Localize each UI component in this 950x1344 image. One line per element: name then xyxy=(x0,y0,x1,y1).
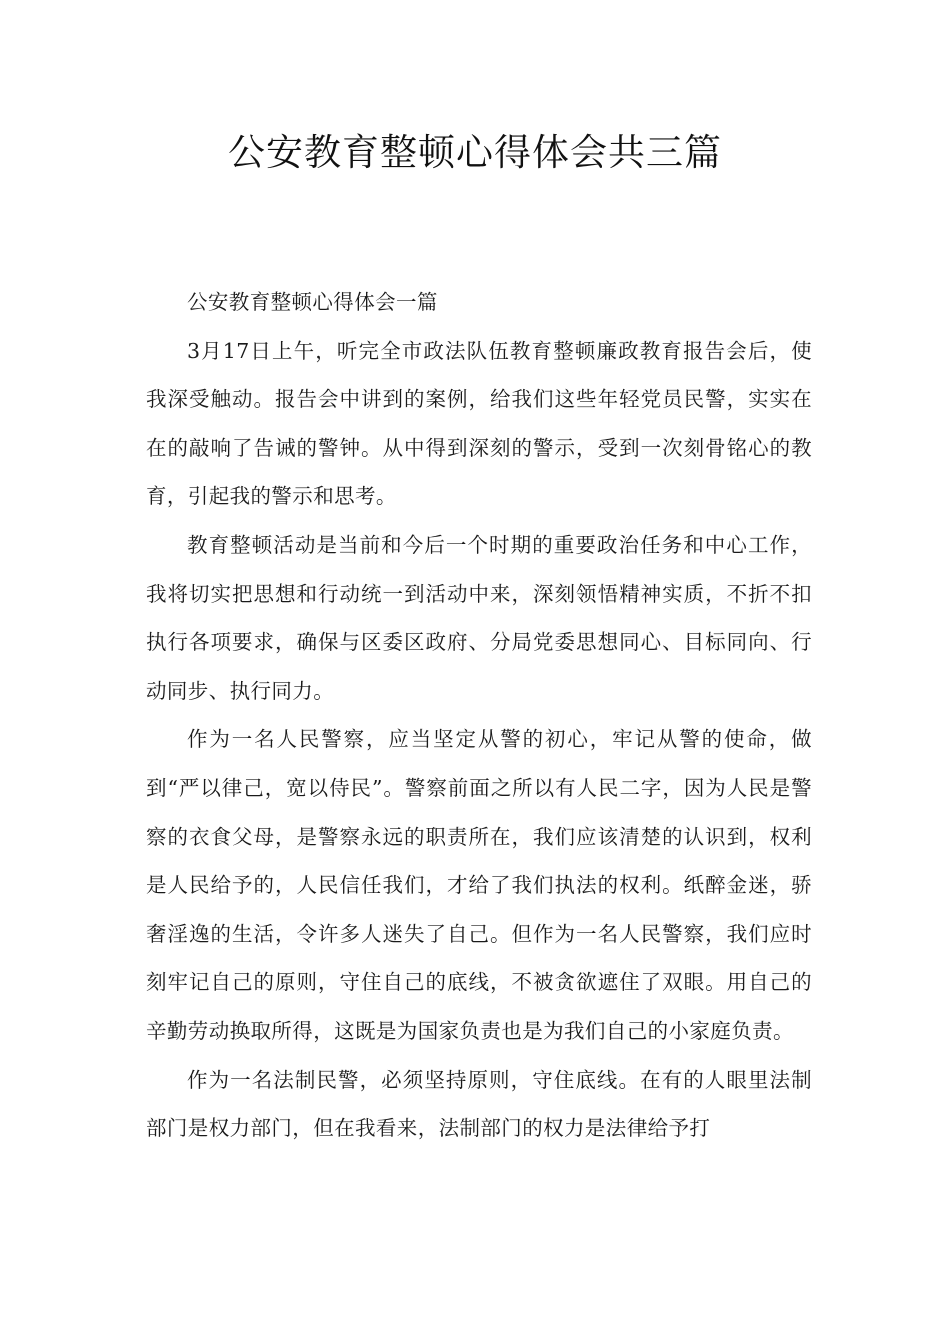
paragraph: 3月17日上午，听完全市政法队伍教育整顿廉政教育报告会后，使我深受触动。报告会中讲到的案例，给我们这些年轻党员民警，实实在在的敲响了告诫的警钟。从中得到深刻的警示，受到一次刻骨铭心的教育，引起我的警示和思考。 xyxy=(146,338,812,509)
document-body xyxy=(146,278,812,1153)
paragraph: 教育整顿活动是当前和今后一个时期的重要政治任务和中心工作，我将切实把思想和行动统一到活动中来，深刻领悟精神实质，不折不扣执行各项要求，确保与区委区政府、分局党委思想同心、目标同向、行动同步、执行同力。 xyxy=(146,532,812,703)
paragraph: 作为一名人民警察，应当坚定从警的初心，牢记从警的使命，做到“严以律己，宽以侍民”。警察前面之所以有人民二字，因为人民是警察的衣食父母，是警察永远的职责所在，我们应该清楚的认识到，权利是人民给予的，人民信任我们，才给了我们执法的权利。纸醉金迷，骄奢淫逸的生活，令许多人迷失了自己。但作为一名人民警察，我们应时刻牢记自己的原则，守住自己的底线，不被贪欲遮住了双眼。用自己的辛勤劳动换取所得，这既是为国家负责也是为我们自己的小家庭负责。 xyxy=(146,727,812,1043)
document-title: 公安教育整顿心得体会共三篇 xyxy=(228,131,722,174)
paragraph: 作为一名法制民警，必须坚持原则，守住底线。在有的人眼里法制部门是权力部门，但在我看来，法制部门的权力是法律给予打 xyxy=(146,1067,812,1141)
section-heading: 公安教育整顿心得体会一篇 xyxy=(187,290,438,314)
